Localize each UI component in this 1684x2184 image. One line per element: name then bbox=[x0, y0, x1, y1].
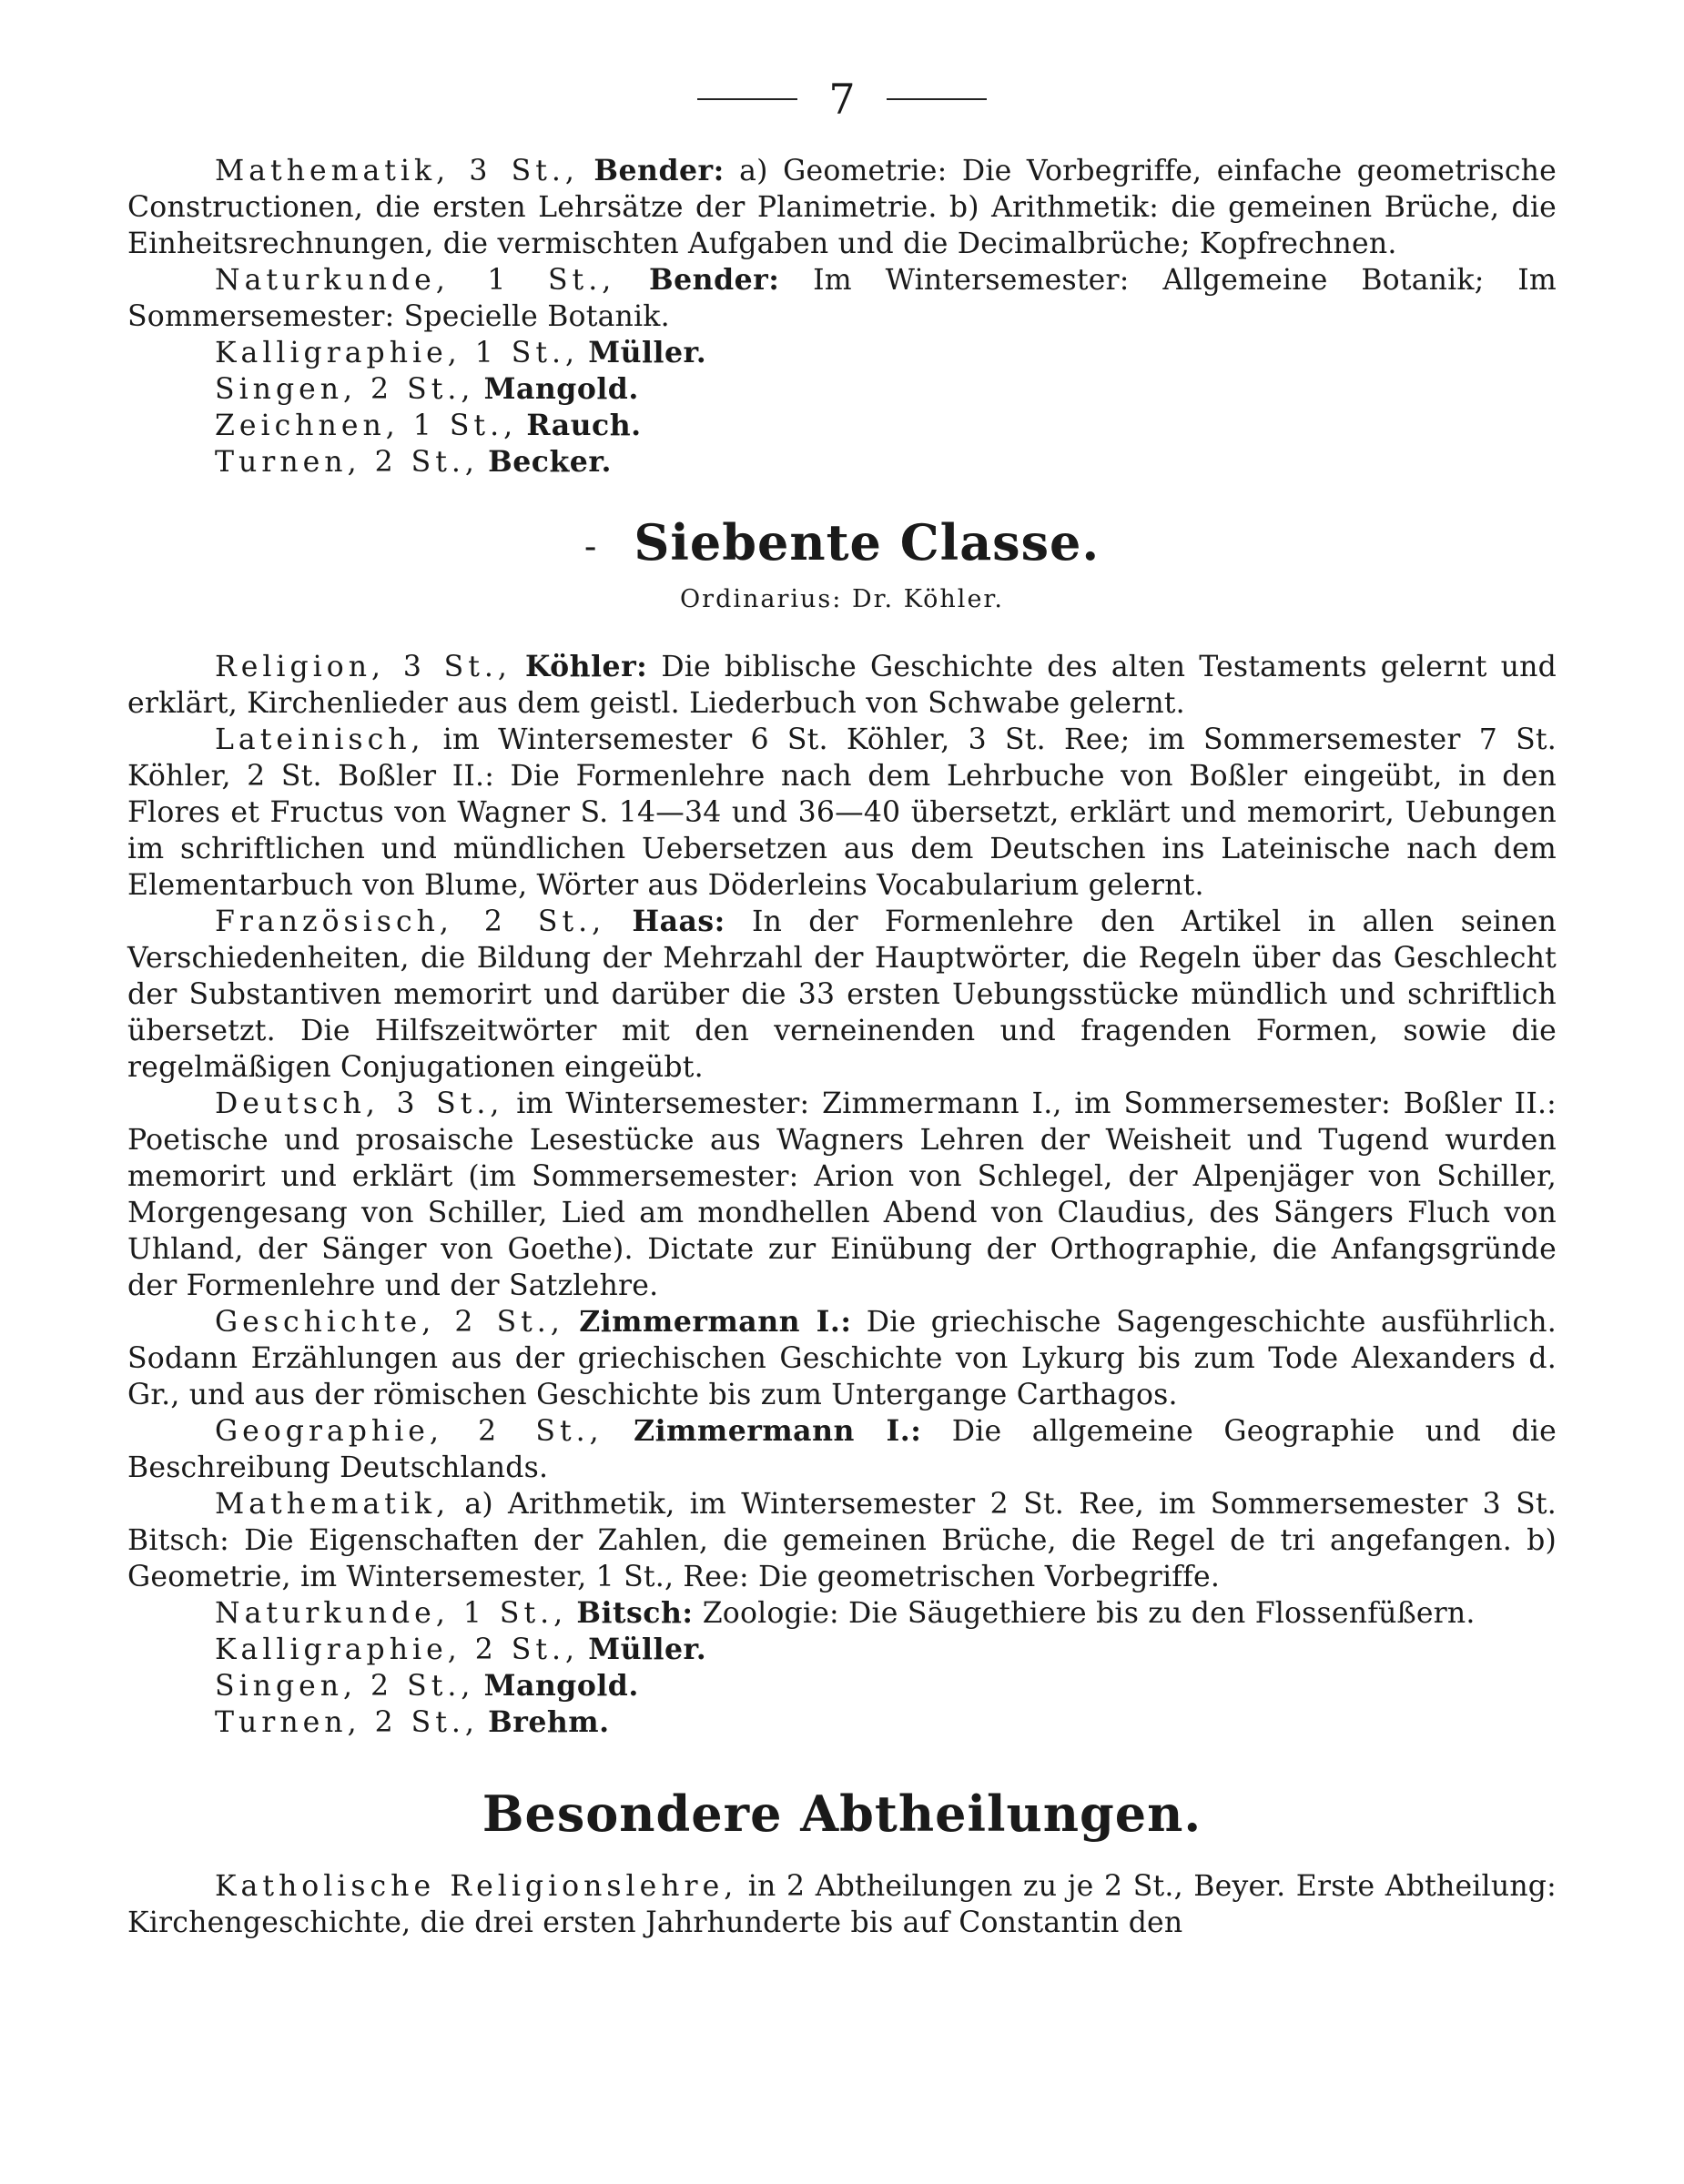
entry-text: Zoologie: Die Säugethiere bis zu den Flossenfüßern. bbox=[693, 1596, 1476, 1630]
page-header bbox=[0, 75, 1684, 124]
entry-teacher: Müller. bbox=[588, 1632, 707, 1666]
entry-subject: Singen, 2 St., bbox=[215, 373, 475, 406]
entry-mathematik bbox=[127, 153, 1557, 262]
entry-text: Die biblische Geschichte des alten Testaments gelernt und erklärt, Kirchenlieder aus dem geistl. Liederbuch von Schwabe gelernt. bbox=[127, 650, 1557, 720]
entry-subject: Singen, 2 St., bbox=[215, 1669, 475, 1703]
entry-subject: Religion, 3 St., bbox=[215, 650, 512, 683]
entry-lateinisch bbox=[127, 722, 1557, 904]
page-body bbox=[127, 153, 1557, 1941]
entry-geschichte bbox=[127, 1304, 1557, 1413]
entry-subject: Naturkunde, 1 St., bbox=[215, 1596, 568, 1630]
section-title-siebente-classe bbox=[127, 515, 1557, 574]
entry-subject: Deutsch, 3 St., bbox=[215, 1087, 504, 1120]
ordinarius-name: Dr. Köhler. bbox=[851, 584, 1004, 613]
page-number: 7 bbox=[828, 75, 856, 124]
entry-mathematik-7 bbox=[127, 1486, 1557, 1595]
entry-turnen bbox=[127, 444, 1557, 480]
entry-teacher: Brehm. bbox=[488, 1704, 610, 1739]
ordinarius-line bbox=[127, 583, 1557, 616]
entry-naturkunde-7 bbox=[127, 1595, 1557, 1632]
entry-teacher: Mangold. bbox=[483, 372, 639, 406]
entry-teacher: Haas: bbox=[632, 904, 725, 938]
entry-teacher: Bitsch: bbox=[576, 1595, 694, 1630]
entry-teacher: Zimmermann I.: bbox=[634, 1413, 922, 1448]
entry-franzoesisch bbox=[127, 904, 1557, 1086]
entry-teacher: Zimmermann I.: bbox=[579, 1304, 852, 1339]
entry-katholische-religionslehre bbox=[127, 1868, 1557, 1941]
section-title-besondere-abtheilungen: Besondere Abtheilungen. bbox=[482, 1784, 1202, 1843]
ordinarius-label: Ordinarius: bbox=[680, 584, 843, 613]
entry-teacher: Müller. bbox=[588, 336, 707, 369]
entry-text: in 2 Abtheilungen zu je 2 St., Beyer. Erste Abtheilung: Kirchengeschichte, die drei ersten Jahrhunderte bis auf Constantin den bbox=[127, 1869, 1557, 1939]
entry-subject: Geschichte, 2 St., bbox=[215, 1305, 564, 1339]
entry-text: im Wintersemester 6 St. Köhler, 3 St. Ree; im Sommersemester 7 St. Köhler, 2 St. Boßler II.: Die Formenlehre nach dem Lehrbuche von Boßler eingeübt, in den Flores et Fructus von Wagner S. 14—34 und 36—40 übersetzt, erklärt und memorirt, Uebungen im schriftlichen und mündlichen Uebersetzen aus dem Deutschen ins Lateinische nach dem Elementarbuch von Blume, Wörter aus Döderleins Vocabularium gelernt. bbox=[127, 723, 1557, 902]
entry-subject: Französisch, 2 St., bbox=[215, 905, 606, 938]
entry-subject: Turnen, 2 St., bbox=[215, 1705, 479, 1739]
entry-singen-7 bbox=[127, 1668, 1557, 1704]
entry-subject: Geographie, 2 St., bbox=[215, 1414, 604, 1448]
entry-text: Im Wintersemester: Allgemeine Botanik; Im Sommersemester: Specielle Botanik. bbox=[127, 264, 1557, 333]
entry-subject: Mathematik, 3 St., bbox=[215, 155, 579, 187]
entry-geographie bbox=[127, 1413, 1557, 1486]
section-title-text: Siebente Classe. bbox=[634, 513, 1101, 571]
entry-subject: Mathematik, bbox=[215, 1487, 451, 1521]
entry-text: In der Formenlehre den Artikel in allen seinen Verschiedenheiten, die Bildung der Mehrzahl der Hauptwörter, die Regeln über das Geschlecht der Substantiven memorirt und darüber die 33 ersten Uebungsstücke mündlich und schriftlich übersetzt. Die Hilfszeitwörter mit den verneinenden und fragenden Formen, sowie die regelmäßigen Conjugationen eingeübt. bbox=[127, 905, 1557, 1084]
entry-singen bbox=[127, 371, 1557, 408]
entry-subject: Katholische Religionslehre, bbox=[215, 1869, 738, 1903]
entry-subject: Kalligraphie, 2 St., bbox=[215, 1633, 580, 1666]
entry-subject: Lateinisch, bbox=[215, 723, 425, 756]
entry-subject: Zeichnen, 1 St., bbox=[215, 410, 518, 442]
entry-text: a) Geometrie: Die Vorbegriffe, einfache geometrische Constructionen, die ersten Lehrsätze der Planimetrie. b) Arithmetik: die gemeinen Brüche, die Einheitsrechnungen, die vermischten Aufgaben und die Decimalbrüche; Kopfrechnen. bbox=[127, 155, 1557, 260]
entry-kalligraphie bbox=[127, 335, 1557, 371]
entry-subject: Turnen, 2 St., bbox=[215, 446, 479, 479]
entry-text: a) Arithmetik, im Wintersemester 2 St. Ree, im Sommersemester 3 St. Bitsch: Die Eigenschaften der Zahlen, die gemeinen Brüche, die Regel de tri angefangen. b) Geometrie, im Wintersemester, 1 St., Ree: Die geometrischen Vorbegriffe. bbox=[127, 1487, 1557, 1593]
entry-naturkunde bbox=[127, 262, 1557, 335]
entry-teacher: Becker. bbox=[488, 445, 613, 479]
entry-religion bbox=[127, 649, 1557, 722]
entry-kalligraphie-7 bbox=[127, 1632, 1557, 1668]
entry-zeichnen bbox=[127, 408, 1557, 444]
entry-deutsch bbox=[127, 1086, 1557, 1304]
entry-teacher: Bender: bbox=[593, 154, 725, 187]
entry-subject: Naturkunde, 1 St., bbox=[215, 264, 616, 297]
entry-text: Die allgemeine Geographie und die Beschreibung Deutschlands. bbox=[127, 1414, 1557, 1484]
entry-text: im Wintersemester: Zimmermann I., im Sommersemester: Boßler II.: Poetische und prosaische Lesestücke aus Wagners Lehren der Weisheit und Tugend wurden memorirt und erklärt (im Sommersemester: Arion von Schlegel, der Alpenjäger von Schiller, Morgengesang von Schiller, Lied am mondhellen Abend von Claudius, des Sängers Fluch von Uhland, der Sänger von Goethe). Dictate zur Einübung der Orthographie, die Anfangsgründe der Formenlehre und der Satzlehre. bbox=[127, 1087, 1557, 1302]
entry-teacher: Rauch. bbox=[526, 409, 642, 442]
entry-teacher: Mangold. bbox=[483, 1668, 639, 1703]
header-rule-right bbox=[887, 98, 987, 100]
header-rule-left bbox=[697, 98, 797, 100]
entry-teacher: Bender: bbox=[649, 263, 780, 297]
entry-turnen-7 bbox=[127, 1704, 1557, 1741]
entry-text: Die griechische Sagengeschichte ausführlich. Sodann Erzählungen aus der griechischen Geschichte von Lykurg bis zum Tode Alexanders d. Gr., und aus der römischen Geschichte bis zum Untergange Carthagos. bbox=[127, 1305, 1557, 1411]
stray-dash-mark: - bbox=[583, 525, 598, 568]
entry-subject: Kalligraphie, 1 St., bbox=[215, 337, 580, 369]
entry-teacher: Köhler: bbox=[524, 649, 648, 683]
